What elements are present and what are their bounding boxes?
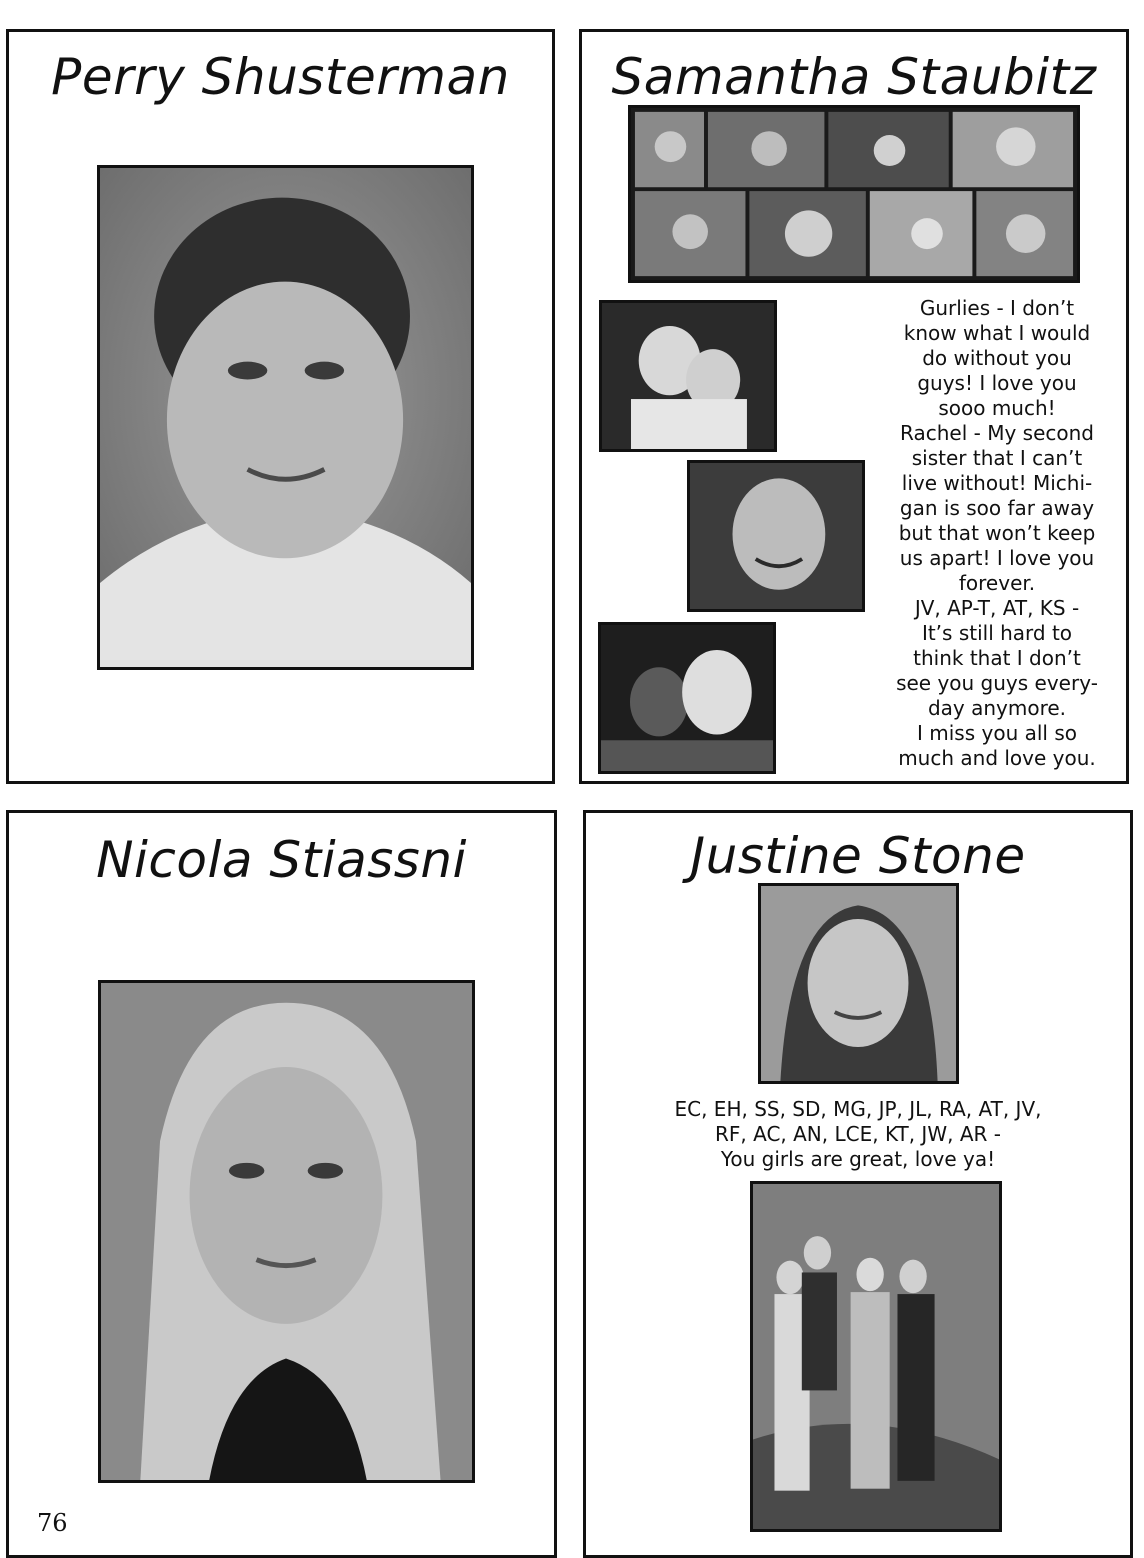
snapshot-photo	[599, 300, 777, 452]
personal-message: Gurlies - I don’t know what I would do without you guys! I love you sooo much! Rachel - My second sister that I can’t live without! Michi- gan is soo far away but that won’t keep us apart! I love you forever. JV, AP-T, AT, KS - It’s still hard to think that I don’t see you guys every- day anymore. I miss you all so much and love you.	[896, 296, 1098, 770]
snapshot-photo	[598, 622, 776, 774]
student-name: Perry Shusterman	[51, 48, 510, 106]
portrait-photo	[98, 980, 475, 1483]
portrait-photo	[97, 165, 474, 670]
page-number: 76	[37, 1509, 68, 1537]
snapshot-photo	[687, 460, 865, 612]
student-name: Nicola Stiassni	[96, 831, 467, 889]
portrait-photo	[758, 883, 959, 1084]
panel-samantha-staubitz	[579, 29, 1129, 784]
panel-justine-stone	[583, 810, 1133, 1558]
panel-perry-shusterman	[6, 29, 555, 784]
personal-message: EC, EH, SS, SD, MG, JP, JL, RA, AT, JV, RF, AC, AN, LCE, KT, JW, AR - You girls are great, love ya!	[674, 1097, 1042, 1171]
group-photo	[750, 1181, 1002, 1532]
collage-photo	[628, 105, 1080, 283]
student-name: Justine Stone	[690, 827, 1026, 885]
student-name: Samantha Staubitz	[611, 48, 1097, 106]
panel-nicola-stiassni	[6, 810, 557, 1558]
